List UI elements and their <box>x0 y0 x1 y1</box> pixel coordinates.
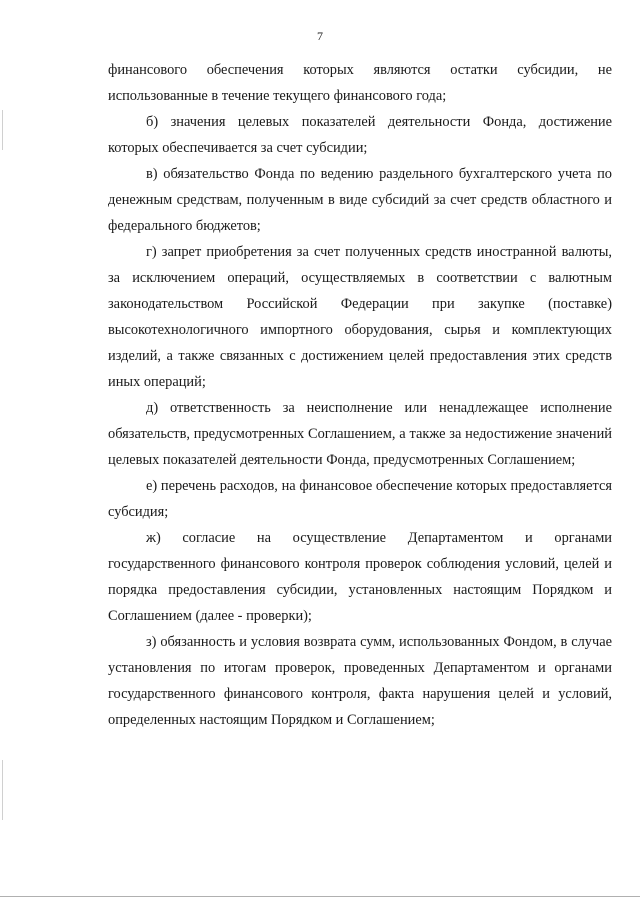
page-number: 7 <box>317 29 323 43</box>
scan-margin-mark <box>2 760 3 820</box>
paragraph-item-g: г) запрет приобретения за счет полученных средств иностранной валюты, за исключением операций, осуществляемых в соответствии с валютным законодательством Российской Федерации при закупке (поставке) высокотехнологичного импортного оборудования, сырья и комплектующих изделий, а также связанных с достижением целей предоставления этих средств иных операций; <box>108 244 612 390</box>
document-body <box>108 57 612 733</box>
paragraph-item-b: б) значения целевых показателей деятельности Фонда, достижение которых обеспечивается за счет субсидии; <box>108 114 612 156</box>
scan-bottom-edge <box>0 896 640 897</box>
scan-margin-mark <box>2 110 3 150</box>
paragraph-item-z: з) обязанность и условия возврата сумм, использованных Фондом, в случае установления по итогам проверок, проведенных Департаментом и органами государственного финансового контроля, факта нарушения целей и условий, определенных настоящим Порядком и Соглашением; <box>108 634 612 728</box>
paragraph-item-v: в) обязательство Фонда по ведению раздельного бухгалтерского учета по денежным средствам, полученным в виде субсидий за счет средств областного и федерального бюджетов; <box>108 166 612 234</box>
paragraph-item-zh: ж) согласие на осуществление Департаментом и органами государственного финансового контроля проверок соблюдения условий, целей и порядка предоставления субсидии, установленных настоящим Порядком и Соглашением (далее - проверки); <box>108 530 612 624</box>
paragraph-continuation: финансового обеспечения которых являются остатки субсидии, не использованные в течение текущего финансового года; <box>108 62 612 104</box>
paragraph-item-d: д) ответственность за неисполнение или ненадлежащее исполнение обязательств, предусмотренных Соглашением, а также за недостижение значений целевых показателей деятельности Фонда, предусмотренных Соглашением; <box>108 400 612 468</box>
paragraph-item-e: е) перечень расходов, на финансовое обеспечение которых предоставляется субсидия; <box>108 478 612 520</box>
